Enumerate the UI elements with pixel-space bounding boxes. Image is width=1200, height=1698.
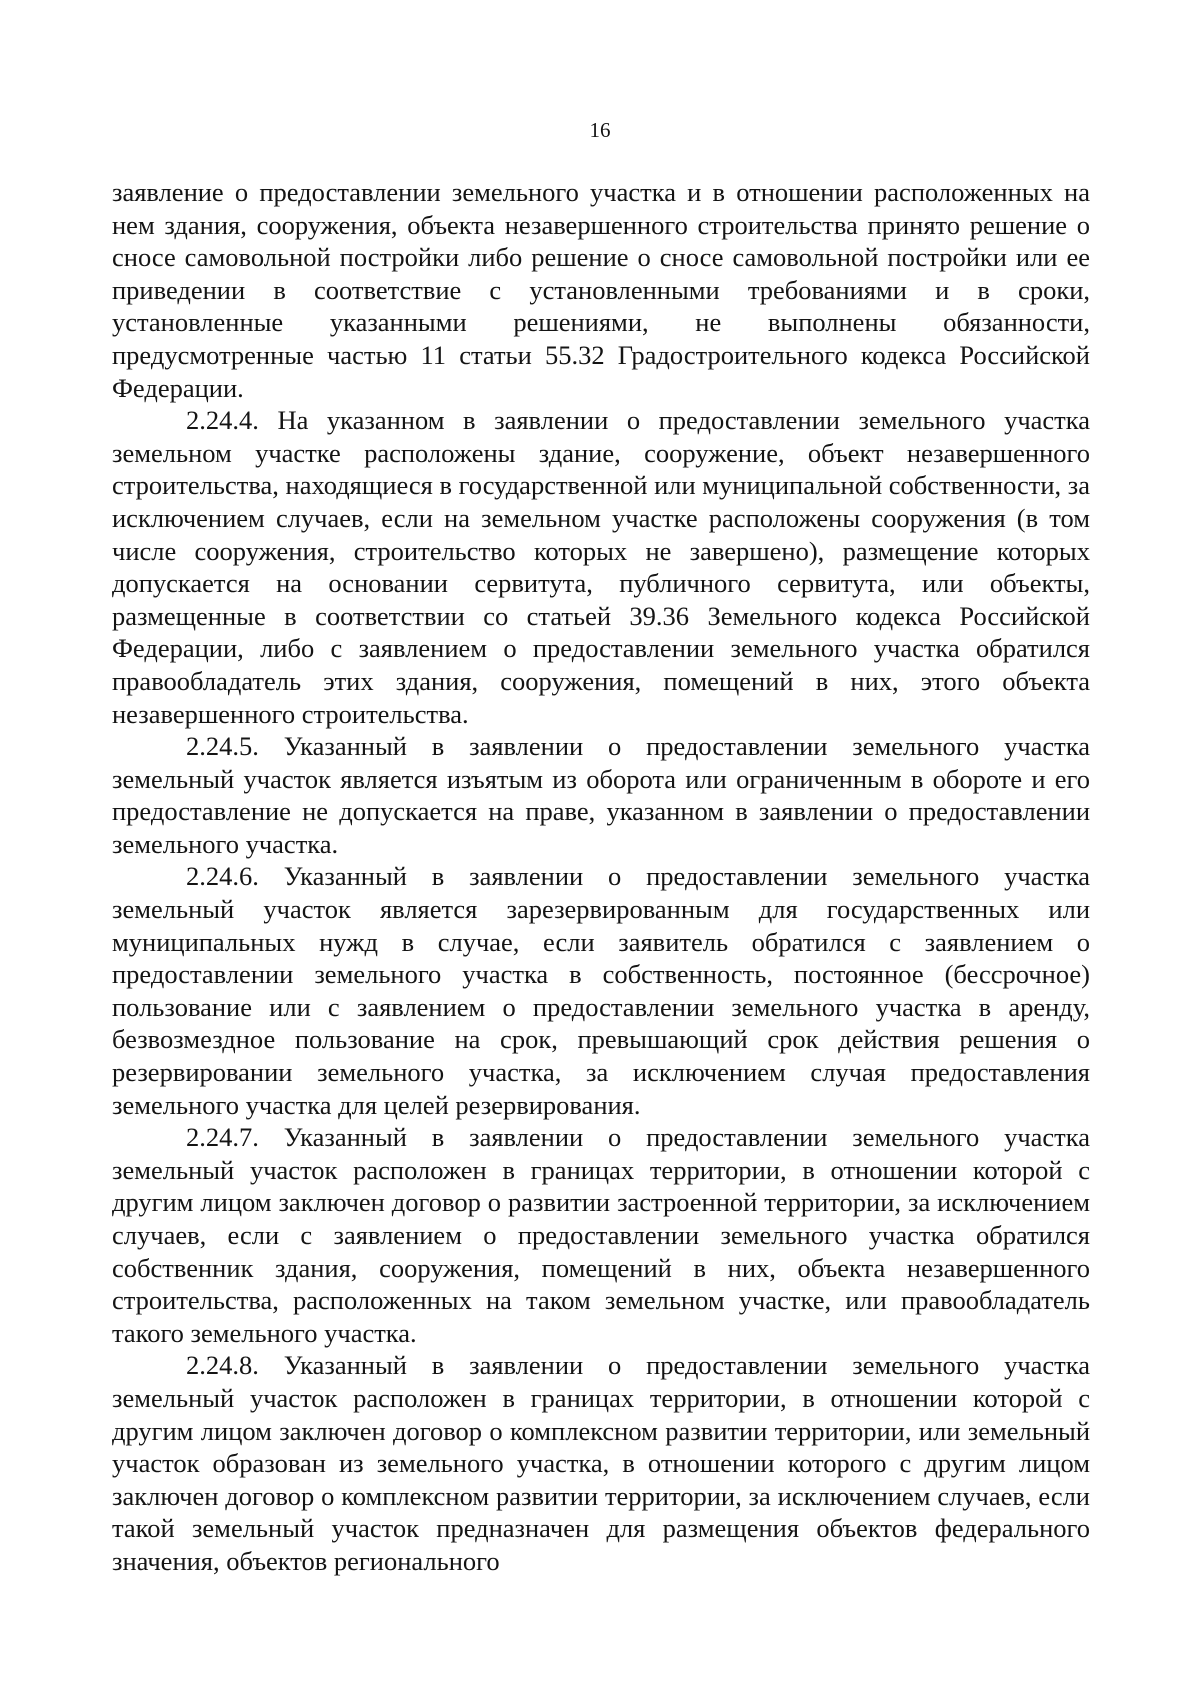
paragraph-2-24-4: 2.24.4. На указанном в заявлении о предоставлении земельного участка земельном участке расположены здание, сооружение, объект незавершенного строительства, находящиеся в государственной или муниципальной собственности, за исключением случаев, если на земельном участке расположены сооружения (в том числе сооружения, строительство которых не завершено), размещение которых допускается на основании сервитута, публичного сервитута, или объекты, размещенные в соответствии со статьей 39.36 Земельного кодекса Российской Федерации, либо с заявлением о предоставлении земельного участка обратился правообладатель этих здания, сооружения, помещений в них, этого объекта незавершенного строительства. bbox=[112, 405, 1090, 729]
page-number: 16 bbox=[589, 118, 611, 142]
body-text bbox=[112, 176, 1090, 1578]
paragraph-2-24-5: 2.24.5. Указанный в заявлении о предоставлении земельного участка земельный участок является изъятым из оборота или ограниченным в обороте и его предоставление не допускается на праве, указанном в заявлении о предоставлении земельного участка. bbox=[112, 731, 1090, 859]
paragraph-2-24-6: 2.24.6. Указанный в заявлении о предоставлении земельного участка земельный участок является зарезервированным для государственных или муниципальных нужд в случае, если заявитель обратился с заявлением о предоставлении земельного участка в собственность, постоянное (бессрочное) пользование или с заявлением о предоставлении земельного участка в аренду, безвозмездное пользование на срок, превышающий срок действия решения о резервировании земельного участка, за исключением случая предоставления земельного участка для целей резервирования. bbox=[112, 861, 1090, 1120]
paragraph-continuation: заявление о предоставлении земельного участка и в отношении расположенных на нем здания, сооружения, объекта незавершенного строительства принято решение о сносе самовольной постройки либо решение о сносе самовольной постройки или ее приведении в соответствие с установленными требованиями и в сроки, установленные указанными решениями, не выполнены обязанности, предусмотренные частью 11 статьи 55.32 Градостроительного кодекса Российской Федерации. bbox=[112, 177, 1090, 403]
paragraph-2-24-7: 2.24.7. Указанный в заявлении о предоставлении земельного участка земельный участок расположен в границах территории, в отношении которой с другим лицом заключен договор о развитии застроенной территории, за исключением случаев, если с заявлением о предоставлении земельного участка обратился собственник здания, сооружения, помещений в них, объекта незавершенного строительства, расположенных на таком земельном участке, или правообладатель такого земельного участка. bbox=[112, 1122, 1090, 1348]
paragraph-2-24-8: 2.24.8. Указанный в заявлении о предоставлении земельного участка земельный участок расположен в границах территории, в отношении которой с другим лицом заключен договор о комплексном развитии территории, или земельный участок образован из земельного участка, в отношении которого с другим лицом заключен договор о комплексном развитии территории, за исключением случаев, если такой земельный участок предназначен для размещения объектов федерального значения, объектов регионального bbox=[112, 1350, 1090, 1576]
